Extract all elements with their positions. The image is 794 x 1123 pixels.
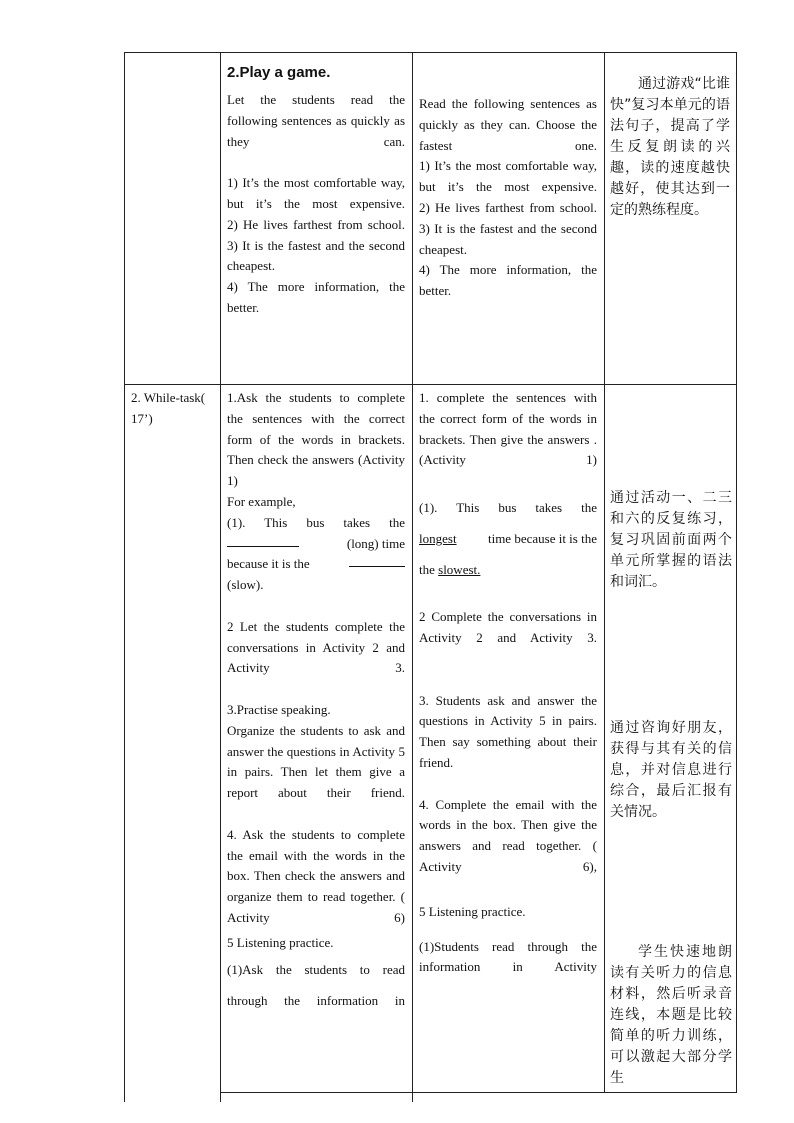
game-student-item: 3) It is the fastest and the second cheapest. xyxy=(419,220,597,257)
student-example-start: (1). This bus takes the xyxy=(419,499,597,515)
teacher-example-because: because it is the xyxy=(227,556,310,572)
game-student-intro: Read the following sentences as quickly as they can. Choose the fastest one. xyxy=(419,96,597,153)
top-purpose-cell: 通过游戏“比谁快”复习本单元的语法句子，提高了学生反复朗读的兴趣，读的速度越快越好，使其达到一定的熟练程度。 xyxy=(610,76,730,218)
teacher-example-line-2 xyxy=(227,534,405,555)
table-border-bottom xyxy=(220,1092,737,1093)
game-teacher-item: 3) It is the fastest and the second cheapest. xyxy=(227,237,405,274)
purpose-speaking: 通过咨询好朋友，获得与其有关的信息，并对信息进行综合，最后汇报有关情况。 xyxy=(610,720,732,820)
game-student-item: 2) He lives farthest from school. xyxy=(419,199,597,215)
game-teacher-item: 1) It’s the most comfortable way, but it’s the most expensive. xyxy=(227,175,405,211)
student-answer-longest: longest xyxy=(419,530,457,546)
teacher-activity-4: 4. Ask the students to complete the email with the words in the box. Then check the answers and organize them to read together. ( Activity 6) xyxy=(227,826,405,925)
game-title: 2.Play a game. xyxy=(227,64,331,81)
teacher-activity-3-title: 3.Practise speaking. xyxy=(227,701,331,717)
student-example-line-3 xyxy=(419,554,597,585)
game-teacher-item: 2) He lives farthest from school. xyxy=(227,216,405,232)
top-student-cell xyxy=(419,94,597,302)
main-teacher-cell xyxy=(227,388,405,1016)
table-border-left xyxy=(124,52,125,1102)
teacher-example-long: (long) time xyxy=(346,535,405,551)
main-student-cell xyxy=(419,388,597,978)
teacher-activity-1: 1.Ask the students to complete the sentences with the correct form of the words in brackets. Then check the answers (Activity 1) xyxy=(227,390,405,489)
game-teacher-item: 4) The more information, the better. xyxy=(227,279,405,315)
student-activity-4: 4. Complete the email with the words in the box. Then give the answers and read together. ( Activity 6), xyxy=(419,796,597,874)
student-example-mid: time because it is the xyxy=(487,530,597,546)
student-answer-slowest: slowest. xyxy=(438,561,481,577)
lesson-plan-table xyxy=(124,52,737,1102)
table-border-top xyxy=(124,52,737,53)
student-example-line-2 xyxy=(419,523,597,554)
teacher-activity-2: 2 Let the students complete the conversations in Activity 2 and Activity 3. xyxy=(227,618,405,676)
stage-label: 2. While-task( 17’) xyxy=(131,390,206,426)
student-activity-3: 3. Students ask and answer the questions in Activity 5 in pairs. Then say something about their friend. xyxy=(419,692,597,770)
teacher-example-slow: (slow). xyxy=(227,577,264,593)
teacher-activity-5-title: 5 Listening practice. xyxy=(227,934,334,950)
row-divider xyxy=(124,384,737,385)
student-activity-2: 2 Complete the conversations in Activity 2 and Activity 3. xyxy=(419,608,597,645)
teacher-example-start: (1). This bus takes the xyxy=(227,514,405,530)
teacher-example-line-3 xyxy=(227,554,405,575)
answer-blank xyxy=(227,534,299,547)
student-example-the: the xyxy=(419,561,439,577)
game-student-item: 1) It’s the most comfortable way, but it’s the most expensive. xyxy=(419,158,597,195)
column-divider-2 xyxy=(412,52,413,1102)
game-student-item: 4) The more information, the better. xyxy=(419,262,597,299)
teacher-activity-5: (1)Ask the students to read through the information in xyxy=(227,961,405,1008)
answer-blank xyxy=(349,554,405,567)
purpose-listening: 学生快速地朗读有关听力的信息材料，然后听录音连线，本题是比较简单的听力训练，可以激起大部分学生 xyxy=(610,944,732,1086)
top-teacher-cell xyxy=(227,62,405,319)
teacher-example-label: For example, xyxy=(227,493,296,509)
teacher-activity-3: Organize the students to ask and answer the questions in Activity 5 in pairs. Then let them give a report about their friend. xyxy=(227,722,405,801)
student-activity-5-title: 5 Listening practice. xyxy=(419,903,526,919)
purpose-activities: 通过活动一、二三和六的反复练习，复习巩固前面两个单元所掌握的语法和词汇。 xyxy=(610,490,732,590)
student-activity-5: (1)Students read through the information in Activity xyxy=(419,938,597,975)
student-activity-1: 1. complete the sentences with the correct form of the words in brackets. Then give the answers .(Activity 1) xyxy=(419,390,597,468)
column-divider-3 xyxy=(604,52,605,1092)
column-divider-1 xyxy=(220,52,221,1102)
game-teacher-intro: Let the students read the following sentences as quickly as they can. xyxy=(227,92,405,149)
table-border-right xyxy=(736,52,737,1092)
